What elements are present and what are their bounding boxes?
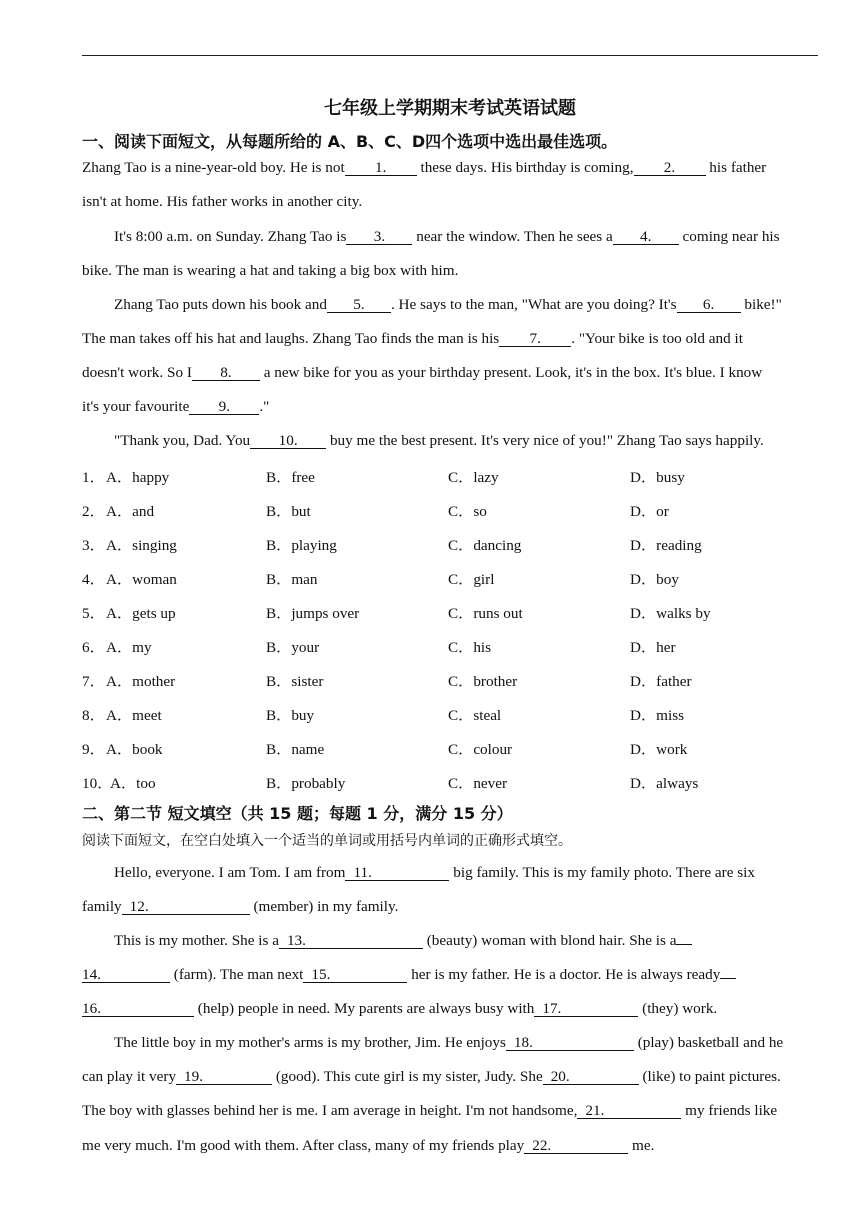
blank-18[interactable]: 18.	[506, 1035, 634, 1051]
passage2-line	[114, 864, 755, 882]
passage1-line	[114, 432, 764, 450]
passage2-line	[82, 1137, 654, 1155]
header-rule	[82, 55, 818, 56]
text-span: ."	[259, 398, 270, 415]
blank-7: 7.	[499, 331, 571, 347]
option-d[interactable]: D．her	[630, 639, 676, 656]
text-span: . He says to the man, "What are you doing? It's	[390, 296, 677, 313]
text-span: near the window. Then he sees a	[412, 228, 613, 245]
text-span: Zhang Tao puts down his book and	[114, 296, 327, 313]
text-span: her is my father. He is a doctor. He is always ready	[407, 966, 721, 983]
option-b[interactable]: B．probably	[266, 775, 346, 792]
passage1-line	[82, 330, 743, 348]
option-b[interactable]: B．but	[266, 503, 311, 520]
text-span: (member) in my family.	[249, 898, 399, 915]
blank-13[interactable]: 13.	[279, 933, 423, 949]
passage2-line	[82, 1068, 781, 1086]
option-b[interactable]: B．name	[266, 741, 325, 758]
option-c[interactable]: C．runs out	[448, 605, 523, 622]
text-span: Zhang Tao is a nine-year-old boy. He is not	[82, 159, 345, 176]
text-span: The man takes off his hat and laughs. Zhang Tao finds the man is his	[82, 330, 500, 347]
blank-17[interactable]: 17.	[534, 1001, 638, 1017]
option-a[interactable]: A．woman	[106, 571, 177, 588]
question-number: 10．	[82, 775, 113, 792]
blank-6: 6.	[677, 297, 741, 313]
option-c[interactable]: C．steal	[448, 707, 502, 724]
option-d[interactable]: D．miss	[630, 707, 685, 724]
question-number: 9．	[82, 741, 105, 758]
option-c[interactable]: C．girl	[448, 571, 495, 588]
blank-15[interactable]: 15.	[303, 967, 407, 983]
passage2-line	[82, 966, 736, 984]
option-b[interactable]: B．man	[266, 571, 318, 588]
blank-9: 9.	[189, 399, 259, 415]
blank-2: 2.	[634, 160, 706, 176]
option-d[interactable]: D．boy	[630, 571, 679, 588]
option-a[interactable]: A．singing	[106, 537, 177, 554]
text-span: me.	[628, 1137, 655, 1154]
blank-1: 1.	[345, 160, 417, 176]
question-number: 7．	[82, 673, 105, 690]
text-span: . "Your bike is too old and it	[571, 330, 743, 347]
option-c[interactable]: C．lazy	[448, 469, 499, 486]
passage2-line	[114, 1034, 783, 1052]
question-number: 1．	[82, 469, 105, 486]
question-number: 5．	[82, 605, 105, 622]
text-span: (beauty) woman with blond hair. She is a	[422, 932, 677, 949]
page-title: 七年级上学期期末考试英语试题	[324, 98, 576, 119]
option-a[interactable]: A．mother	[106, 673, 176, 690]
passage1-line: isn't at home. His father works in another city.	[82, 193, 363, 210]
passage1-line	[114, 228, 780, 246]
text-span: This is my mother. She is a	[114, 932, 279, 949]
option-c[interactable]: C．brother	[448, 673, 518, 690]
text-span: (help) people in need. My parents are always busy with	[194, 1000, 535, 1017]
blank-19[interactable]: 19.	[176, 1069, 272, 1085]
option-c[interactable]: C．colour	[448, 741, 513, 758]
text-span: (good). This cute girl is my sister, Judy. She	[272, 1068, 543, 1085]
blank-14[interactable]: 14.	[82, 967, 170, 983]
option-c[interactable]: C．so	[448, 503, 487, 520]
passage2-line	[82, 1000, 717, 1018]
option-d[interactable]: D．walks by	[630, 605, 711, 622]
passage1-line: bike. The man is wearing a hat and taking a big box with him.	[82, 262, 459, 279]
option-b[interactable]: B．jumps over	[266, 605, 360, 622]
option-b[interactable]: B．playing	[266, 537, 337, 554]
text-span: Hello, everyone. I am Tom. I am from	[114, 864, 346, 881]
option-a[interactable]: A．gets up	[106, 605, 176, 622]
text-span: it's your favourite	[82, 398, 190, 415]
text-span: "Thank you, Dad. You	[114, 432, 251, 449]
section1-heading: 一、阅读下面短文，从每题所给的 A、B、C、D四个选项中选出最佳选项。	[82, 132, 618, 151]
option-b[interactable]: B．free	[266, 469, 315, 486]
blank-8: 8.	[192, 365, 260, 381]
passage2-line	[82, 1102, 777, 1120]
text-span: my friends like	[681, 1102, 778, 1119]
passage1-line	[82, 159, 766, 177]
passage2-line	[114, 932, 692, 950]
blank-3: 3.	[346, 229, 412, 245]
text-span: me very much. I'm good with them. After class, many of my friends play	[82, 1137, 525, 1154]
option-d[interactable]: D．father	[630, 673, 692, 690]
text-span: his father	[705, 159, 767, 176]
text-span: (play) basketball and he	[633, 1034, 784, 1051]
option-b[interactable]: B．buy	[266, 707, 315, 724]
text-span: (like) to paint pictures.	[638, 1068, 781, 1085]
blank-12[interactable]: 12.	[122, 899, 250, 915]
blank-4: 4.	[613, 229, 679, 245]
text-span: (farm). The man next	[170, 966, 304, 983]
text-span: coming near his	[678, 228, 780, 245]
text-span: It's 8:00 a.m. on Sunday. Zhang Tao is	[114, 228, 347, 245]
passage1-line	[82, 364, 762, 382]
text-span: (they) work.	[638, 1000, 718, 1017]
option-c[interactable]: C．never	[448, 775, 508, 792]
blank-10: 10.	[250, 433, 326, 449]
text-span: The boy with glasses behind her is me. I am average in height. I'm not handsome,	[82, 1102, 578, 1119]
option-a[interactable]: A．happy	[106, 469, 170, 486]
blank-14-lead	[676, 944, 692, 945]
blank-22[interactable]: 22.	[524, 1138, 628, 1154]
blank-5: 5.	[327, 297, 391, 313]
option-b[interactable]: B．your	[266, 639, 320, 656]
option-a[interactable]: A．book	[106, 741, 163, 758]
blank-16[interactable]: 16.	[82, 1001, 194, 1017]
option-a[interactable]: A．meet	[106, 707, 162, 724]
text-span: can play it very	[82, 1068, 177, 1085]
question-number: 4．	[82, 571, 105, 588]
text-span: big family. This is my family photo. There are six	[449, 864, 755, 881]
option-a[interactable]: A．too	[110, 775, 156, 792]
text-span: bike!"	[740, 296, 782, 313]
option-d[interactable]: D．reading	[630, 537, 702, 554]
blank-11[interactable]: 11.	[345, 865, 449, 881]
question-number: 3．	[82, 537, 105, 554]
text-span: family	[82, 898, 122, 915]
question-number: 2．	[82, 503, 105, 520]
section2-instruction: 阅读下面短文，在空白处填入一个适当的单词或用括号内单词的正确形式填空。	[82, 833, 572, 849]
passage1-line	[114, 296, 782, 314]
blank-21[interactable]: 21.	[577, 1103, 681, 1119]
option-d[interactable]: D．work	[630, 741, 688, 758]
text-span: a new bike for you as your birthday present. Look, it's in the box. It's blue. I know	[259, 364, 763, 381]
text-span: The little boy in my mother's arms is my brother, Jim. He enjoys	[114, 1034, 506, 1051]
option-c[interactable]: C．his	[448, 639, 492, 656]
text-span: these days. His birthday is coming,	[416, 159, 634, 176]
option-b[interactable]: B．sister	[266, 673, 324, 690]
section2-heading: 二、第二节 短文填空（共 15 题；每题 1 分，满分 15 分）	[82, 804, 513, 823]
option-d[interactable]: D．or	[630, 503, 669, 520]
passage1-line	[82, 398, 269, 416]
option-a[interactable]: A．my	[106, 639, 152, 656]
option-d[interactable]: D．busy	[630, 469, 685, 486]
blank-16-lead	[720, 978, 736, 979]
blank-20[interactable]: 20.	[543, 1069, 639, 1085]
text-span: doesn't work. So I	[82, 364, 192, 381]
question-number: 8．	[82, 707, 105, 724]
option-c[interactable]: C．dancing	[448, 537, 522, 554]
option-d[interactable]: D．always	[630, 775, 699, 792]
passage2-line	[82, 898, 398, 916]
text-span: buy me the best present. It's very nice of you!" Zhang Tao says happily.	[326, 432, 764, 449]
option-a[interactable]: A．and	[106, 503, 155, 520]
question-number: 6．	[82, 639, 105, 656]
